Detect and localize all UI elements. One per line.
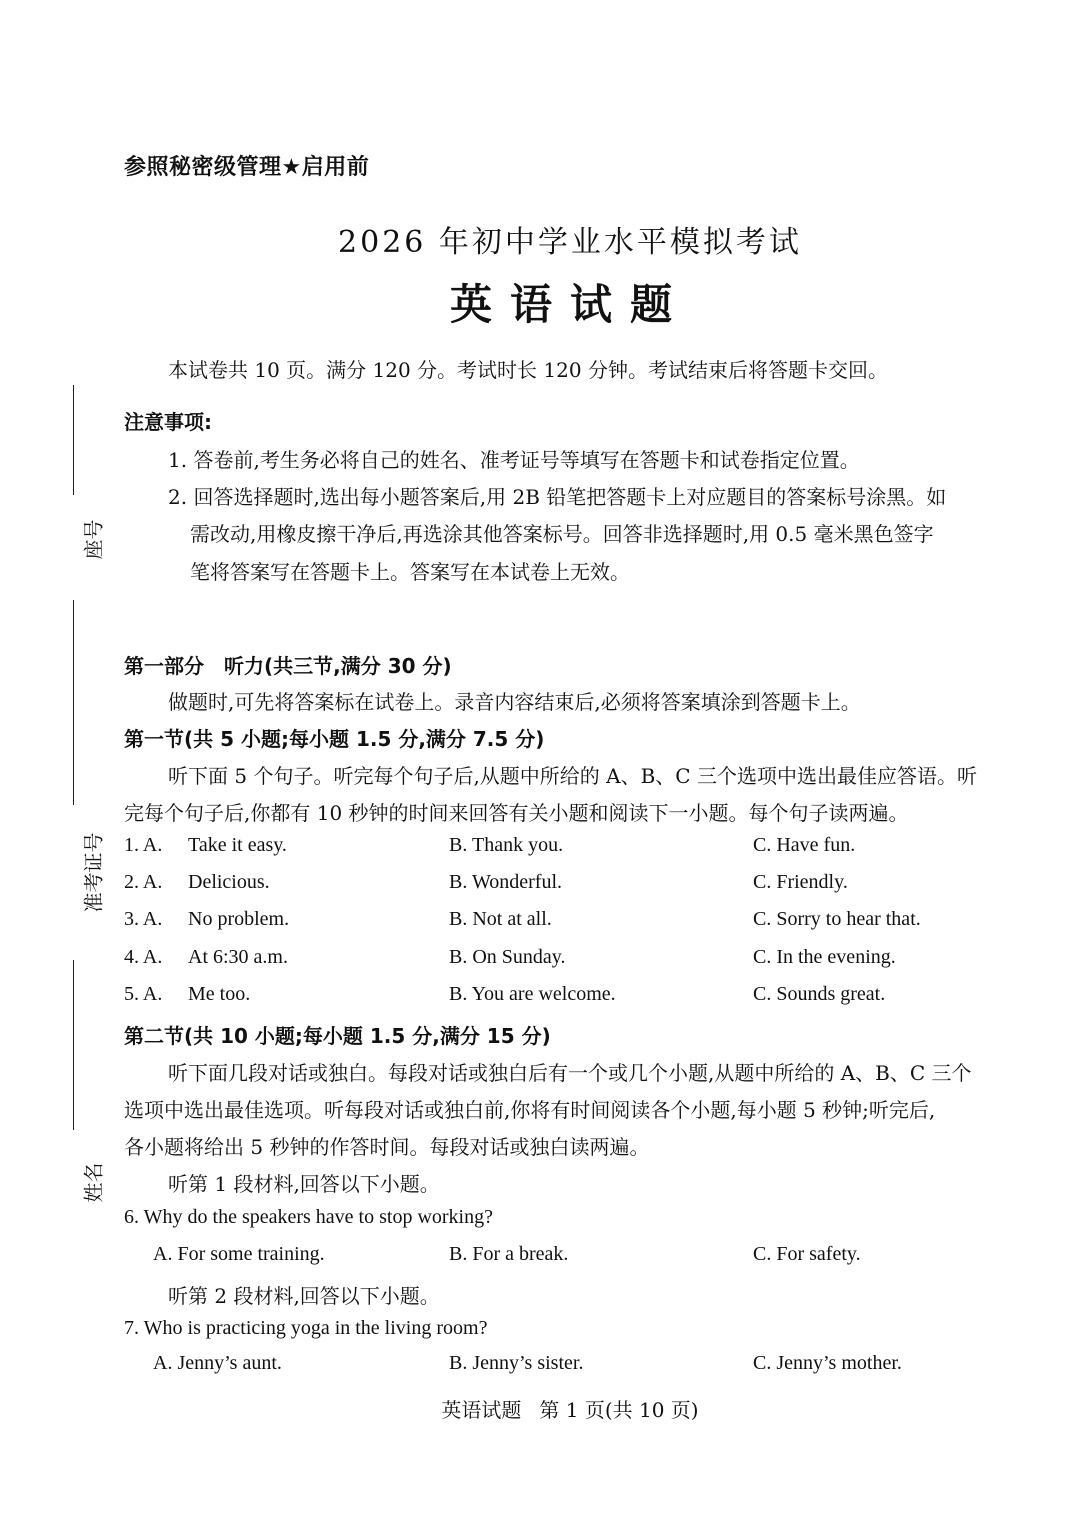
- footer-page-number: 第 1 页(共 10 页): [539, 1398, 699, 1422]
- footer-subject: 英语试题: [441, 1398, 522, 1422]
- option-c: C. Jenny’s mother.: [753, 1352, 902, 1374]
- section2-desc-line-1: 听下面几段对话或独白。每段对话或独白后有一个或几个小题,从题中所给的 A、B、C 三个: [168, 1061, 972, 1085]
- section1-desc-line-1: 听下面 5 个句子。听完每个句子后,从题中所给的 A、B、C 三个选项中选出最佳应答语。听: [168, 764, 977, 788]
- notice-item-2-line-3: 笔将答案写在答题卡上。答案写在本试卷上无效。: [190, 560, 630, 584]
- option-b: B. Not at all.: [449, 908, 552, 930]
- option-c: C. Sounds great.: [753, 983, 886, 1005]
- option-a: No problem.: [188, 908, 290, 930]
- section2-heading: 第二节(共 10 小题;每小题 1.5 分,满分 15 分): [124, 1024, 551, 1048]
- notice-heading: 注意事项:: [124, 410, 212, 434]
- subject-title: 英语试题: [449, 280, 690, 329]
- page-footer: [0, 1394, 1080, 1423]
- part1-heading: 第一部分 听力(共三节,满分 30 分): [124, 654, 452, 678]
- notice-item-2-line-1: 2. 回答选择题时,选出每小题答案后,用 2B 铅笔把答题卡上对应题目的答案标号涂黑。如: [168, 485, 947, 509]
- section2-desc-line-2: 选项中选出最佳选项。听每段对话或独白前,你将有时间阅读各个小题,每小题 5 秒钟;听完后,: [124, 1098, 936, 1122]
- option-b: B. Thank you.: [449, 834, 564, 856]
- option-c: C. Friendly.: [753, 871, 848, 893]
- name-line: [73, 960, 74, 1130]
- option-a: A. Jenny’s aunt.: [153, 1352, 282, 1374]
- option-a: A. For some training.: [153, 1243, 325, 1265]
- part1-instruction: 做题时,可先将答案标在试卷上。录音内容结束后,必须将答案填涂到答题卡上。: [168, 690, 861, 714]
- exam-intro: 本试卷共 10 页。满分 120 分。考试时长 120 分钟。考试结束后将答题卡交回。: [168, 358, 888, 382]
- question-number: 1. A.: [124, 834, 163, 856]
- exam-title: 2026 年初中学业水平模拟考试: [338, 225, 802, 260]
- question-7-stem: 7. Who is practicing yoga in the living room?: [124, 1317, 488, 1339]
- option-b: B. Jenny’s sister.: [449, 1352, 584, 1374]
- option-b: B. On Sunday.: [449, 946, 566, 968]
- secret-level-label: 参照秘密级管理★启用前: [124, 155, 370, 180]
- question-6-stem: 6. Why do the speakers have to stop working?: [124, 1206, 493, 1228]
- name-label: 姓名: [81, 1162, 106, 1203]
- option-a: Take it easy.: [188, 834, 287, 856]
- section1-desc-line-2: 完每个句子后,你都有 10 秒钟的时间来回答有关小题和阅读下一小题。每个句子读两遍。: [124, 801, 909, 825]
- option-c: C. For safety.: [753, 1243, 861, 1265]
- option-b: B. You are welcome.: [449, 983, 616, 1005]
- option-c: C. Have fun.: [753, 834, 856, 856]
- option-c: C. In the evening.: [753, 946, 896, 968]
- option-c: C. Sorry to hear that.: [753, 908, 921, 930]
- notice-item-1: 1. 答卷前,考生务必将自己的姓名、准考证号等填写在答题卡和试卷指定位置。: [168, 448, 860, 472]
- option-a: Delicious.: [188, 871, 270, 893]
- ticket-number-label: 准考证号: [81, 832, 106, 913]
- option-b: B. For a break.: [449, 1243, 569, 1265]
- section2-desc-line-3: 各小题将给出 5 秒钟的作答时间。每段对话或独白读两遍。: [124, 1135, 650, 1159]
- question-number: 3. A.: [124, 908, 163, 930]
- material-2-label: 听第 2 段材料,回答以下小题。: [168, 1284, 440, 1308]
- ticket-number-line: [73, 600, 74, 805]
- option-a: Me too.: [188, 983, 251, 1005]
- notice-item-2-line-2: 需改动,用橡皮擦干净后,再选涂其他答案标号。回答非选择题时,用 0.5 毫米黑色签字: [190, 522, 934, 546]
- seat-number-line: [73, 385, 74, 495]
- option-a: At 6:30 a.m.: [188, 946, 288, 968]
- option-b: B. Wonderful.: [449, 871, 563, 893]
- question-number: 2. A.: [124, 871, 163, 893]
- section1-heading: 第一节(共 5 小题;每小题 1.5 分,满分 7.5 分): [124, 727, 545, 751]
- seat-number-label: 座号: [81, 519, 106, 560]
- question-number: 5. A.: [124, 983, 163, 1005]
- question-number: 4. A.: [124, 946, 163, 968]
- material-1-label: 听第 1 段材料,回答以下小题。: [168, 1172, 440, 1196]
